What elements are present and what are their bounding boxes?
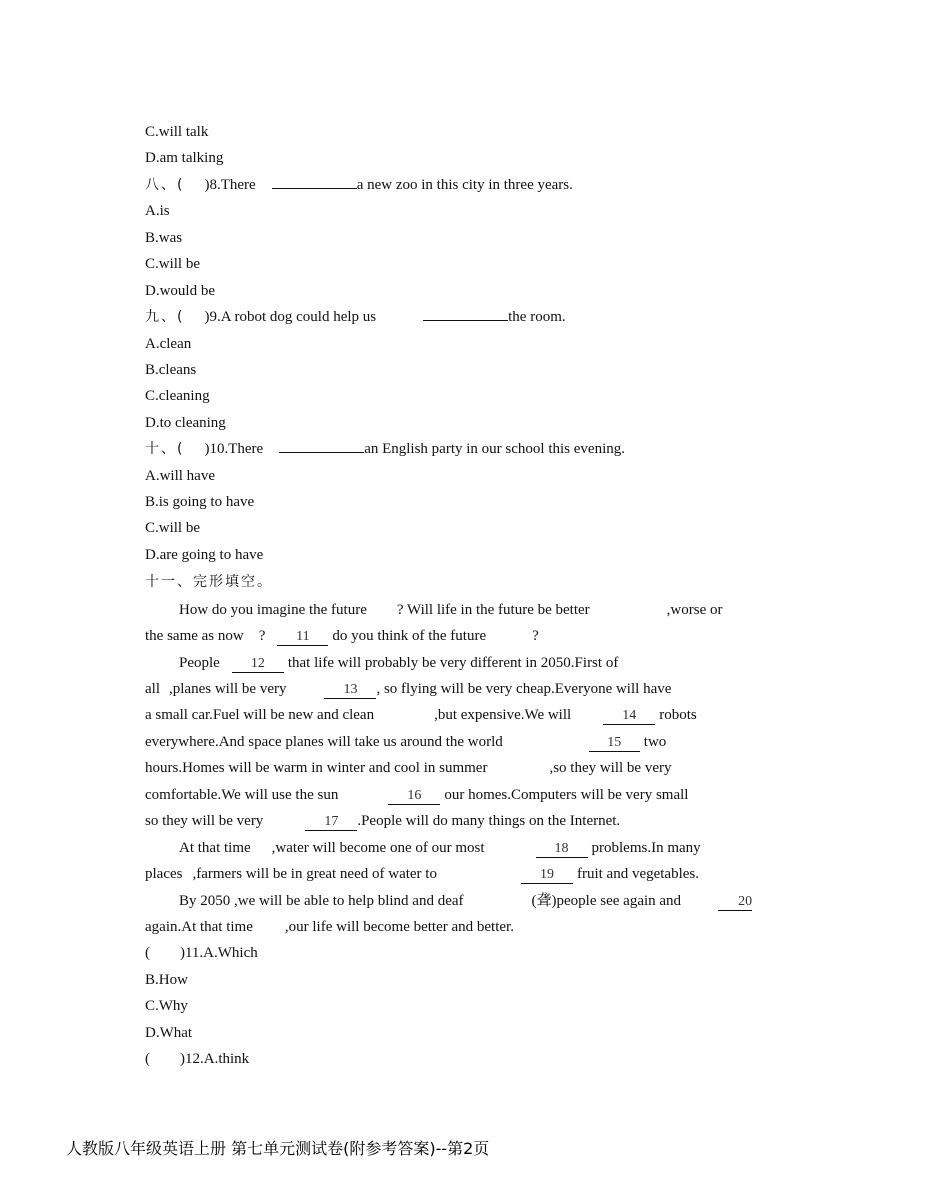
- option-10d: D.are going to have: [145, 547, 264, 563]
- option-10a: A.will have: [145, 468, 215, 484]
- option-11d: D.What: [145, 1025, 193, 1041]
- option-9d: D.to cleaning: [145, 415, 226, 431]
- question-9-number: 九、(: [145, 309, 185, 325]
- passage-line: [179, 653, 618, 673]
- passage-line: [145, 758, 672, 778]
- answer-blank-8[interactable]: [272, 188, 357, 189]
- passage-text: ,worse or: [666, 602, 723, 618]
- passage-text: a small car.Fuel will be new and clean: [145, 707, 375, 723]
- question-8-number: 八、(: [145, 177, 185, 193]
- cloze-blank-15[interactable]: 15: [589, 735, 640, 752]
- cloze-blank-18[interactable]: 18: [536, 841, 588, 858]
- passage-text: our homes.Computers will be very small: [444, 787, 689, 803]
- option-8d: D.would be: [145, 283, 215, 299]
- passage-line: [179, 891, 752, 911]
- passage-text: robots: [659, 707, 697, 723]
- answer-blank-9[interactable]: [423, 320, 508, 321]
- passage-text: comfortable.We will use the sun: [145, 787, 339, 803]
- question-8-stem-end: a new zoo in this city in three years.: [356, 177, 573, 193]
- option-10b: B.is going to have: [145, 494, 255, 510]
- question-10-number: 十、(: [145, 441, 185, 457]
- option-11c: C.Why: [145, 998, 188, 1014]
- option-10c: C.will be: [145, 520, 200, 536]
- passage-text: At that time: [179, 840, 251, 856]
- passage-text: ?: [532, 628, 539, 644]
- cloze-blank-16[interactable]: 16: [388, 788, 440, 805]
- question-8-stem: )8.There: [204, 177, 256, 193]
- passage-line: [145, 785, 688, 805]
- passage-text: ,planes will be very: [169, 681, 287, 697]
- passage-text: two: [643, 734, 667, 750]
- question-11: ( )11.A.Which: [145, 945, 258, 961]
- passage-text: hours.Homes will be warm in winter and cool in summer: [145, 760, 488, 776]
- cloze-blank-13[interactable]: 13: [324, 682, 376, 699]
- passage-line: [145, 811, 620, 831]
- passage-text: ? Will life in the future be better: [396, 602, 590, 618]
- cloze-blank-17[interactable]: 17: [305, 814, 357, 831]
- passage-text: that life will probably be very different in 2050.First of: [287, 655, 619, 671]
- passage-line: [145, 679, 671, 699]
- question-10-stem-end: an English party in our school this evening.: [364, 441, 625, 457]
- passage-text: do you think of the future: [332, 628, 487, 644]
- passage-text: How do you imagine the future: [179, 602, 367, 618]
- option-7d: D.am talking: [145, 150, 224, 166]
- passage-text: problems.In many: [591, 840, 701, 856]
- question-9: [145, 307, 566, 327]
- cloze-blank-11[interactable]: 11: [277, 629, 328, 646]
- passage-text: fruit and vegetables.: [576, 866, 700, 882]
- passage-text: .People will do many things on the Internet.: [357, 813, 621, 829]
- passage-line: [179, 600, 723, 620]
- passage-text: ,so they will be very: [549, 760, 672, 776]
- cloze-blank-14[interactable]: 14: [603, 708, 655, 725]
- cloze-blank-19[interactable]: 19: [521, 867, 573, 884]
- cloze-blank-20[interactable]: 20: [718, 894, 752, 911]
- passage-line: [145, 732, 666, 752]
- question-9-stem-end: the room.: [508, 309, 566, 325]
- passage-text: places: [145, 866, 183, 882]
- passage-text: again.At that time: [145, 919, 253, 935]
- passage-text: ,farmers will be in great need of water to: [192, 866, 437, 882]
- section-heading-cloze: 十一、完形填空。: [145, 574, 273, 590]
- passage-text: everywhere.And space planes will take us around the world: [145, 734, 503, 750]
- page-footer: 人教版八年级英语上册 第七单元测试卷(附参考答案)--第2页: [66, 1139, 490, 1158]
- option-9a: A.clean: [145, 336, 192, 352]
- passage-text: ,water will become one of our most: [271, 840, 485, 856]
- passage-text: the same as now: [145, 628, 244, 644]
- passage-text: ,but expensive.We will: [434, 707, 572, 723]
- passage-text: (聋)people see again and: [531, 893, 682, 909]
- option-9b: B.cleans: [145, 362, 197, 378]
- passage-line: [145, 626, 539, 646]
- passage-line: [145, 864, 699, 884]
- passage-line: [145, 705, 697, 725]
- question-12: ( )12.A.think: [145, 1051, 250, 1067]
- cloze-blank-12[interactable]: 12: [232, 656, 284, 673]
- passage-text: By 2050 ,we will be able to help blind and deaf: [179, 893, 464, 909]
- answer-blank-10[interactable]: [279, 452, 364, 453]
- option-11b: B.How: [145, 972, 188, 988]
- question-9-stem: )9.A robot dog could help us: [204, 309, 377, 325]
- passage-text: so they will be very: [145, 813, 264, 829]
- option-9c: C.cleaning: [145, 388, 210, 404]
- passage-text: People: [179, 655, 220, 671]
- question-8: [145, 175, 573, 195]
- option-7c: C.will talk: [145, 124, 209, 140]
- passage-text: ?: [258, 628, 266, 644]
- option-8b: B.was: [145, 230, 183, 246]
- passage-line: [179, 838, 701, 858]
- option-8c: C.will be: [145, 256, 200, 272]
- question-10: [145, 439, 625, 459]
- passage-line: [145, 917, 514, 937]
- option-8a: A.is: [145, 203, 170, 219]
- passage-text: ,our life will become better and better.: [284, 919, 514, 935]
- passage-text: all: [145, 681, 160, 697]
- passage-text: , so flying will be very cheap.Everyone will have: [376, 681, 672, 697]
- question-10-stem: )10.There: [204, 441, 264, 457]
